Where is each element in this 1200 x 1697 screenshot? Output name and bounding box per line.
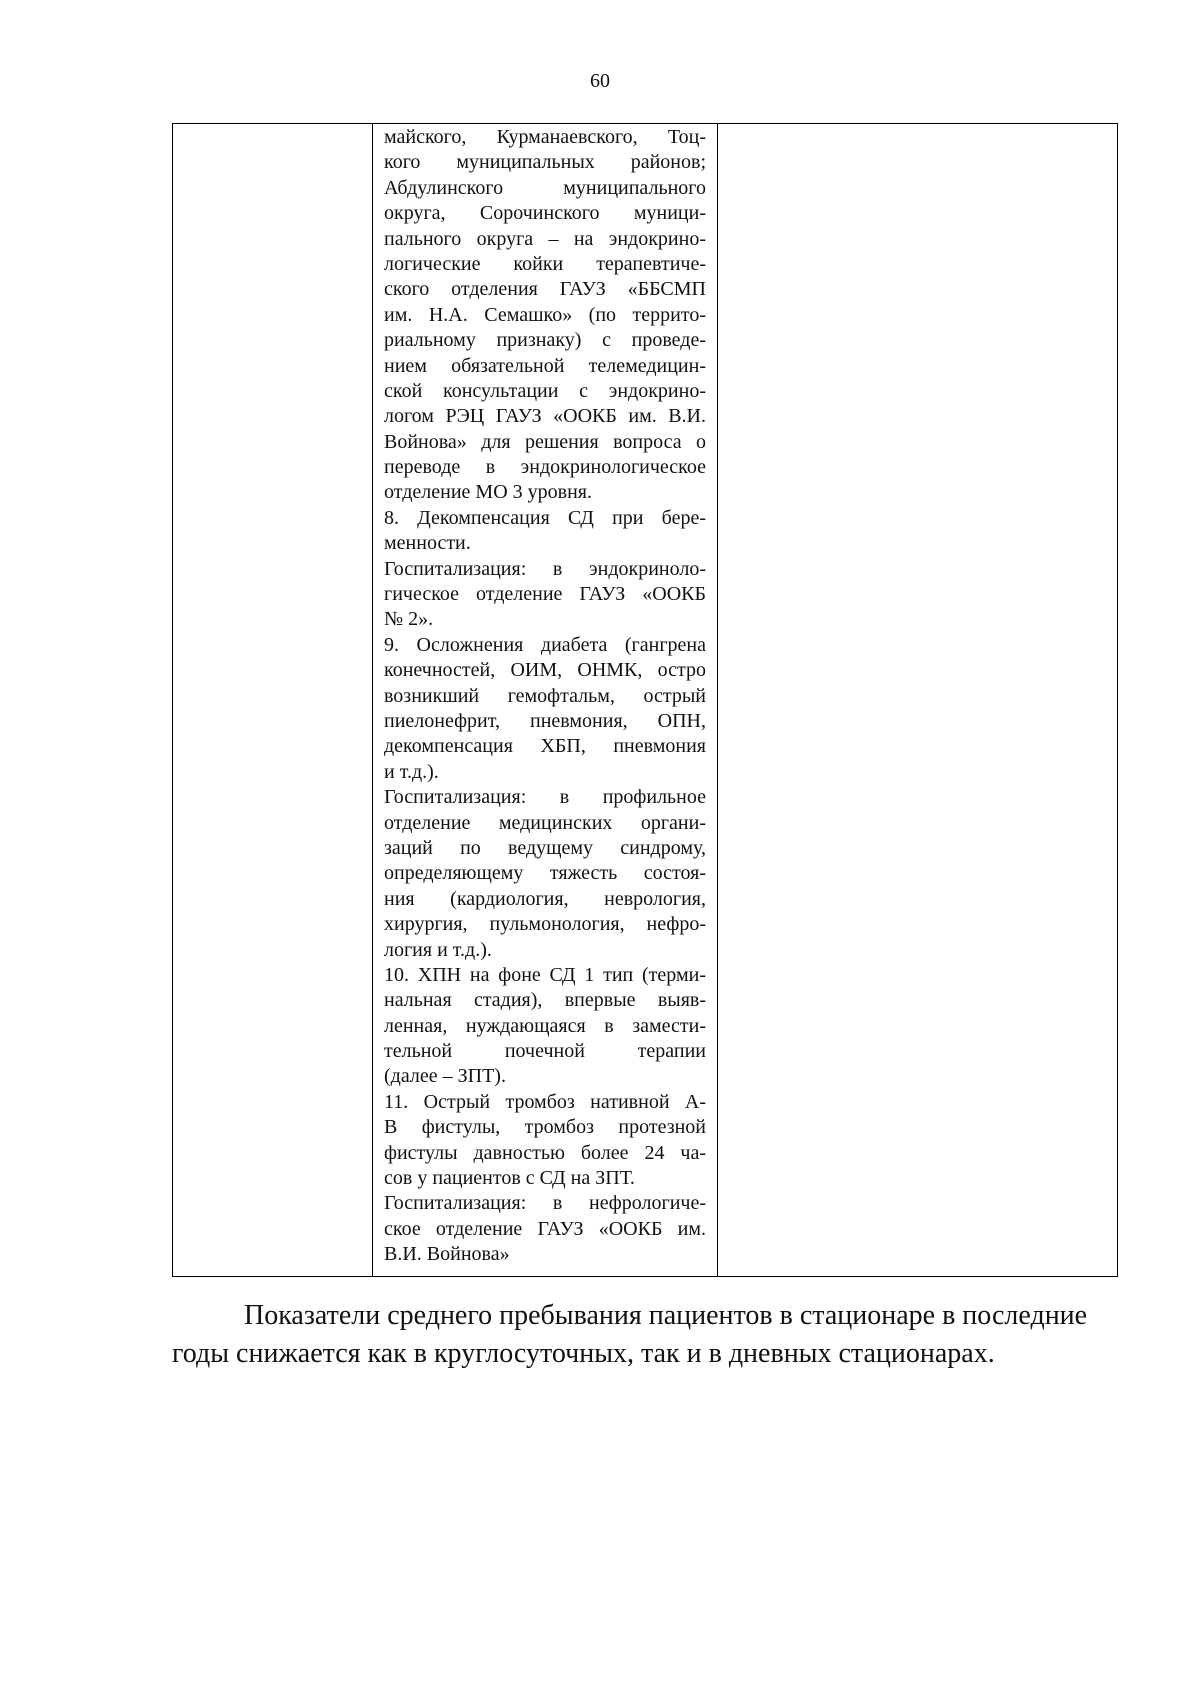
cell-text-line: фистулы давностью более 24 ча- bbox=[384, 1141, 706, 1164]
cell-text-line: гическое отделение ГАУЗ «ООКБ bbox=[384, 583, 706, 606]
paragraph-line: годы снижается как в круглосуточных, так и в дневных стационарах. bbox=[172, 1338, 995, 1369]
cell-text-line: переводе в эндокринологическое bbox=[384, 456, 706, 479]
body-paragraph bbox=[172, 1297, 1100, 1373]
cell-text-line: определяющему тяжесть состоя- bbox=[384, 862, 706, 885]
cell-text-line: № 2». bbox=[384, 608, 434, 631]
cell-text-line: логом РЭЦ ГАУЗ «ООКБ им. В.И. bbox=[384, 405, 706, 428]
cell-text-line: декомпенсация ХБП, пневмония bbox=[384, 735, 706, 758]
cell-text-line: ское отделение ГАУЗ «ООКБ им. bbox=[384, 1217, 706, 1240]
cell-text-line: сов у пациентов с СД на ЗПТ. bbox=[384, 1167, 635, 1190]
cell-text-line: ния (кардиология, неврология, bbox=[384, 887, 706, 910]
cell-text-line: 9. Осложнения диабета (гангрена bbox=[384, 633, 706, 656]
cell-text-line: пального округа – на эндокрино- bbox=[384, 227, 706, 250]
cell-text-line: ленная, нуждающаяся в замести- bbox=[384, 1014, 706, 1037]
cell-text-line: риальному признаку) с проведе- bbox=[384, 329, 706, 352]
table-column-divider bbox=[717, 124, 718, 1276]
cell-text-line: логические койки терапевтиче- bbox=[384, 252, 706, 275]
cell-text-line: отделение МО 3 уровня. bbox=[384, 481, 592, 504]
cell-text-line: 10. ХПН на фоне СД 1 тип (терми- bbox=[384, 963, 706, 986]
cell-text-line: Госпитализация: в нефрологиче- bbox=[384, 1192, 706, 1215]
cell-text-line: В фистулы, тромбоз протезной bbox=[384, 1116, 706, 1139]
cell-text-line: отделение медицинских органи- bbox=[384, 811, 706, 834]
page-number: 60 bbox=[590, 70, 610, 92]
cell-text-line: хирургия, пульмонология, нефро- bbox=[384, 913, 706, 936]
cell-text-line: менности. bbox=[384, 532, 471, 555]
paragraph-line: Показатели среднего пребывания пациентов в стационаре в последние bbox=[244, 1300, 1088, 1331]
cell-text-line: майского, Курманаевского, Тоц- bbox=[384, 126, 706, 148]
table-column-divider bbox=[372, 124, 373, 1276]
cell-text-line: заций по ведущему синдрому, bbox=[384, 836, 706, 859]
cell-text-line: Госпитализация: в эндокриноло- bbox=[384, 557, 706, 580]
cell-text-line: кого муниципальных районов; bbox=[384, 151, 706, 174]
cell-text-line: округа, Сорочинского муници- bbox=[384, 202, 706, 225]
cell-text-line: конечностей, ОИМ, ОНМК, остро bbox=[384, 659, 706, 682]
cell-text-line: В.И. Войнова» bbox=[384, 1243, 510, 1266]
cell-text-line: нием обязательной телемедицин- bbox=[384, 354, 706, 377]
cell-text-line: ского отделения ГАУЗ «ББСМП bbox=[384, 278, 706, 301]
cell-text-line: 11. Острый тромбоз нативной А- bbox=[384, 1090, 706, 1113]
cell-text-line: Абдулинского муниципального bbox=[384, 176, 706, 199]
cell-text-line: нальная стадия), впервые выяв- bbox=[384, 989, 706, 1012]
cell-text-line: (далее – ЗПТ). bbox=[384, 1065, 506, 1088]
cell-text-line: логия и т.д.). bbox=[384, 938, 492, 961]
cell-text-line: им. Н.А. Семашко» (по террито- bbox=[384, 303, 706, 326]
cell-text-line: 8. Декомпенсация СД при бере- bbox=[384, 506, 706, 529]
cell-text-line: возникший гемофтальм, острый bbox=[384, 684, 706, 707]
cell-text-line: Госпитализация: в профильное bbox=[384, 786, 706, 809]
cell-text-line: и т.д.). bbox=[384, 760, 439, 783]
table-cell-middle bbox=[384, 125, 706, 1268]
table bbox=[172, 123, 1118, 1277]
cell-text-line: Войнова» для решения вопроса о bbox=[384, 430, 706, 453]
cell-text-line: пиелонефрит, пневмония, ОПН, bbox=[384, 709, 706, 732]
cell-text-line: тельной почечной терапии bbox=[384, 1040, 706, 1063]
cell-text-line: ской консультации с эндокрино- bbox=[384, 379, 706, 402]
